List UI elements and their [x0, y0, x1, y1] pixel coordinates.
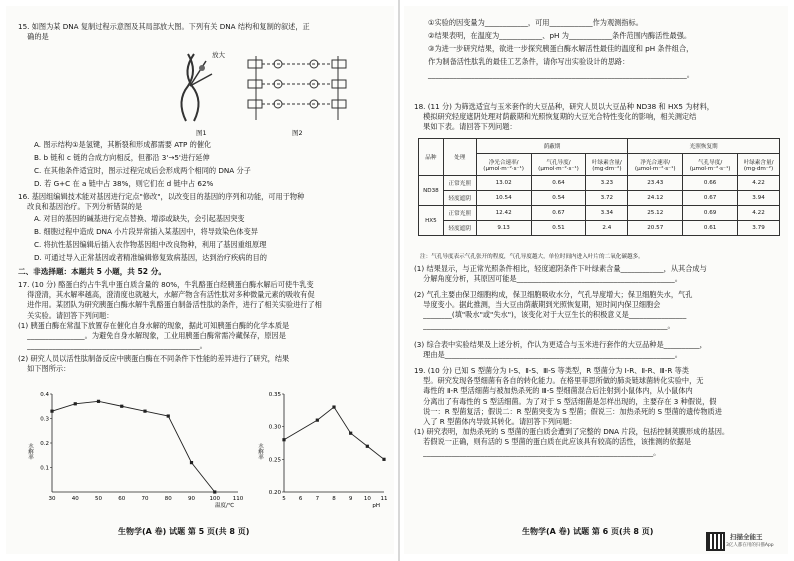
q17-part2: (2) 研究人员以活性肽制备反应中胰蛋白酶在不同条件下性能的差异进行了研究，结果 如下图所示：: [18, 354, 290, 374]
q17-part1: (1) 胰蛋白酶在常温下放置存在催化自身水解的现象，据此可知胰蛋白酶的化学本质是 ________________。为避免自身水解现象，工业用胰蛋白酶常需冷藏保存，原因是 ________________________________________________。: [18, 321, 290, 351]
data-point: [366, 445, 369, 448]
row-variety-hx5: HX5: [419, 206, 444, 236]
q18-part3: (3) 综合表中实验结果及上述分析，作认为更适合与玉米进行套作的大豆品种是__________， 理由是________________________________________________________________。: [414, 340, 707, 360]
table-cell: 20.57: [628, 221, 683, 236]
q18-part1: (1) 结果显示，与正常光照条件相比，轻度遮阴条件下叶绿素含量____________，从其合成与 分解角度分析，其原因可能是____________________________________________。: [414, 264, 707, 284]
table-row: [419, 206, 780, 221]
y-tick-label: 0.4: [40, 392, 49, 398]
table-cell: 正常光照: [443, 176, 476, 191]
table-cell: 0.67: [683, 191, 738, 206]
scanner-sub: 3亿人都在用的扫描App: [726, 543, 774, 548]
table-cell: 0.61: [683, 221, 738, 236]
q15-option-a: A. 图示结构①是氢键，其断裂和形成都需要 ATP 的催化: [34, 140, 212, 149]
data-point: [382, 458, 385, 461]
table-cell: 2.4: [586, 221, 628, 236]
table-cell: 正常光照: [443, 206, 476, 221]
x-tick-label: 50: [95, 496, 102, 502]
col-header-treatment: 处理: [443, 139, 476, 176]
col-header-net-rate-2: 净光合速率/ (μmol·m⁻²·s⁻¹): [628, 154, 683, 176]
page-6-footer: 生物学(A 卷) 试题 第 6 页(共 8 页): [522, 527, 654, 536]
table-cell: 3.34: [586, 206, 628, 221]
q17-cont-line2: ②结果表明，在温度为____________、pH 为____________条件范围内酶活性最强。: [428, 31, 692, 40]
data-point: [97, 400, 100, 403]
table-cell: 3.94: [738, 191, 780, 206]
x-tick-label: 8: [332, 496, 336, 502]
soybean-data-table: [418, 138, 780, 236]
data-point: [143, 410, 146, 413]
col-header-chlorophyll-1: 叶绿素含量/ (mg·dm⁻²): [586, 154, 628, 176]
y-tick-label: 0.20: [268, 490, 281, 496]
table-cell: 轻度遮阴: [443, 221, 476, 236]
page-gutter: [398, 0, 400, 561]
x-tick-label: 30: [48, 496, 56, 502]
x-tick-label: 11: [380, 496, 388, 502]
group-header-recovery: 光照恢复期: [628, 139, 780, 154]
col-header-stomatal-1: 气孔导度/ (μmol·m⁻²·s⁻¹): [531, 154, 586, 176]
table-cell: 轻度遮阴: [443, 191, 476, 206]
x-tick-label: 70: [141, 496, 149, 502]
x-tick-label: 9: [348, 496, 353, 502]
q16-option-b: B. 细胞过程中造成 DNA 小片段异常插入某基因中，将导致染色体变异: [34, 227, 258, 236]
q18-stem: 18. (11 分) 为筛选适宜与玉米套作的大豆品种，研究人员以大豆品种 ND38 和 HX5 为材料， 模拟研究轻度遮阴处理对荫蔽期和光照恢复期的大豆光合特性变化的影响，相关测定结 果如下表。请回答下列问题：: [414, 102, 714, 132]
section-2-heading: 二、非选择题：本题共 5 小题，共 52 分。: [18, 267, 166, 276]
table-cell: 4.22: [738, 206, 780, 221]
x-tick-label: 60: [118, 496, 126, 502]
q17-cont-line5: ________________________________________________________________________。: [428, 70, 694, 79]
series-line: [284, 407, 384, 459]
table-note: 注：气孔导度表示气孔张开的程度，气孔导度越大，单位时间内进入叶片的二氧化碳越多。: [420, 254, 644, 260]
data-point: [120, 405, 123, 408]
table-cell: 3.72: [586, 191, 628, 206]
q16-stem: 16. 基因组编辑技术能对基因进行定点"修改"，以改变目的基因的序列和功能，可用于物种 改良和基因治疗。下列分析错误的是: [18, 192, 305, 212]
group-header-shade: 荫蔽期: [476, 139, 628, 154]
scanner-label: 扫描全能王: [730, 533, 763, 541]
table-cell: 0.51: [531, 221, 586, 236]
fig1-caption: 图1: [196, 129, 207, 137]
table-cell: 9.13: [476, 221, 531, 236]
y-axis-label: 水解率: [257, 443, 263, 460]
data-point: [167, 414, 170, 417]
q16-option-a: A. 对目的基因的碱基进行定点替换、增添或缺失，会引起基因突变: [34, 214, 245, 223]
data-point: [316, 419, 319, 422]
data-point: [332, 405, 335, 408]
table-row: [419, 176, 780, 191]
page-5-footer: 生物学(A 卷) 试题 第 5 页(共 8 页): [118, 527, 250, 536]
q17-cont-line1: ①实验的因变量为____________，可用____________作为观测指标。: [428, 18, 643, 27]
table-cell: 3.79: [738, 221, 780, 236]
data-point: [74, 402, 77, 405]
q15-option-b: B. b 链和 c 链的合成方向相反，但都沿 3'→5'进行延伸: [34, 153, 210, 162]
dna-ladder-figure: [238, 50, 358, 126]
y-axis-label: 水解率: [27, 443, 33, 460]
table-cell: 0.69: [683, 206, 738, 221]
table-cell: 0.66: [683, 176, 738, 191]
x-tick-label: 7: [315, 496, 320, 502]
table-cell: 25.12: [628, 206, 683, 221]
x-tick-label: 40: [71, 496, 79, 502]
q19-text: 19. (10 分) 已知 S 型菌分为 Ⅰ-S、Ⅱ-S、Ⅲ-S 等类型，R 型菌分为 Ⅰ-R、Ⅱ-R、Ⅲ-R 等类 型。研究发现各型细菌有各自的转化能力。在格里菲思所做的肺炎链球菌转化实验中，无 毒性的 Ⅱ-R 型活细菌与被加热杀死的 Ⅲ-S 型细菌混合后注射到小鼠体内，从小鼠体内 分离出了有毒性的 S 型活细菌。为了对于 S 型活细菌是怎样出现的，主要存在 3 种假说，假 说一：R 型菌复活；假说二：R 型菌突变为 S 型菌；假说三：加热杀死的 S 型菌的遗传物质进 入了 R 型菌体内导致其转化。请回答下列问题： (1) 研究表明，加热杀死的 S 型菌的蛋白质会遭到了完整的 DNA 片段，包括控制荚膜形成的基因。 若假说一正确，则有活的 S 型菌的蛋白质在此应该具有较高的活性，该推测的依据是 ________________________________________________________________。: [414, 366, 730, 457]
y-tick-label: 0.1: [40, 465, 49, 472]
q17-cont-line3: ③为进一步研究结果，欲进一步探究胰蛋白酶水解活性最佳的温度和 pH 条件组合，: [428, 44, 694, 53]
y-tick-label: 0.30: [268, 424, 281, 431]
x-tick-label: 10: [363, 496, 371, 502]
table-row: [419, 221, 780, 236]
q17-stem: 17. (10 分) 酪蛋白约占牛乳中蛋白质含量的 80%，牛乳酪蛋白经胰蛋白酶水解后可使牛乳变 得澄清，其水解率越高，澄清度也就越大，水解产物含有活性肽对多种微量元素的吸收有促 进作用。某团队为研究胰蛋白酶水解牛乳酪蛋白制备活性肽的条件，进行了相关实验进行了相 关实验。请回答下列问题：: [18, 280, 322, 320]
exam-page-5: [6, 6, 394, 554]
q15-option-d: D. 若 G+C 在 a 链中占 38%，则它们在 d 链中占 62%: [34, 179, 214, 188]
table-cell: 0.54: [531, 191, 586, 206]
data-point: [349, 432, 352, 435]
table-cell: 10.54: [476, 191, 531, 206]
ph-hydrolysis-chart: [256, 384, 390, 510]
x-tick-label: 6: [298, 496, 303, 502]
x-axis-label: pH: [372, 503, 380, 509]
y-tick-label: 0.2: [40, 441, 49, 447]
q16-option-c: C. 将抗性基因编辑后插入农作物基因组中改良物种，利用了基因重组原理: [34, 240, 267, 249]
q17-cont-line4: 作为制备活性肽乳的最佳工艺条件，请你写出实验设计的思路：: [428, 57, 630, 66]
x-tick-label: 100: [209, 496, 220, 502]
table-cell: 24.12: [628, 191, 683, 206]
y-tick-label: 0.35: [268, 392, 281, 398]
table-row: [419, 191, 780, 206]
q15-option-c: C. 在其他条件适宜时，图示过程完成后会形成两个相同的 DNA 分子: [34, 166, 251, 175]
temperature-hydrolysis-chart: [26, 384, 246, 510]
data-point: [50, 410, 53, 413]
fig2-caption: 图2: [292, 129, 303, 137]
data-point: [190, 461, 193, 464]
col-header-chlorophyll-2: 叶绿素含量/ (mg·dm⁻²): [738, 154, 780, 176]
table-cell: 4.22: [738, 176, 780, 191]
table-cell: 12.42: [476, 206, 531, 221]
y-tick-label: 0.3: [40, 416, 49, 423]
x-tick-label: 5: [282, 496, 286, 502]
table-cell: 0.67: [531, 206, 586, 221]
series-line: [52, 401, 215, 492]
scanner-qr-icon: [706, 532, 725, 551]
q18-part2: (2) 气孔主要由保卫细胞构成，保卫细胞吸收水分，气孔导度增大；保卫细胞失水，气孔 导度变小。据此推测，当大豆由荫蔽期到光照恢复期，短时间内保卫细胞会 ________(填"吸水"或"失水")，该变化对于大豆生长的积极意义是________________ ____________________________________________________________________。: [414, 290, 693, 330]
x-tick-label: 110: [232, 496, 244, 502]
data-point: [213, 490, 216, 493]
table-cell: 13.02: [476, 176, 531, 191]
table-cell: 0.64: [531, 176, 586, 191]
data-point: [282, 438, 285, 441]
col-header-net-rate-1: 净光合速率/ (μmol·m⁻²·s⁻¹): [476, 154, 531, 176]
row-variety-nd38: ND38: [419, 176, 444, 206]
q16-option-d: D. 可通过导入正常基因或者精准编辑修复致病基因，达到治疗疾病的目的: [34, 253, 267, 262]
table-cell: 3.23: [586, 176, 628, 191]
q15-stem: 15. 如图为某 DNA 复制过程示意图及其局部放大图。下列有关 DNA 结构和复制的叙述，正 确的是: [18, 22, 310, 42]
x-tick-label: 80: [164, 496, 172, 502]
table-cell: 23.43: [628, 176, 683, 191]
fig1-zoom-label: 放大: [212, 51, 225, 59]
col-header-stomatal-2: 气孔导度/ (μmol·m⁻²·s⁻¹): [683, 154, 738, 176]
x-tick-label: 90: [188, 496, 195, 502]
x-axis-label: 温度/℃: [214, 503, 234, 509]
col-header-variety: 品种: [419, 139, 444, 176]
exam-page-6: [404, 6, 788, 554]
y-tick-label: 0.25: [268, 457, 281, 464]
